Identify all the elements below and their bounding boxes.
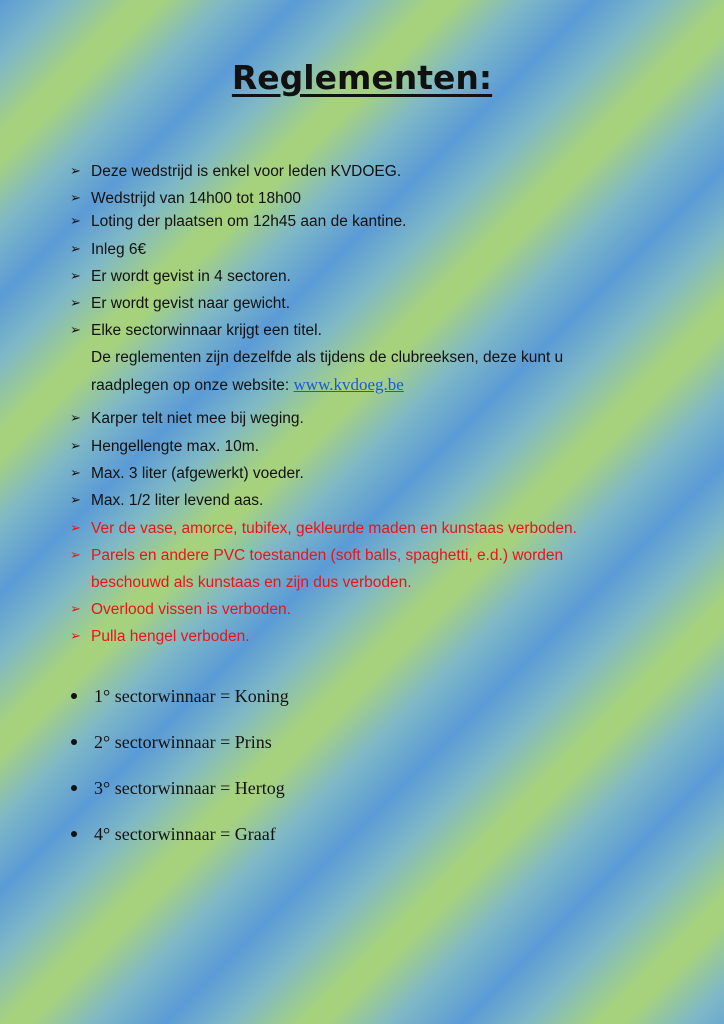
- rule-item: Hengellengte max. 10m.: [91, 438, 260, 455]
- arrow-bullet-icon: ➢: [70, 629, 81, 644]
- rule-item: Karper telt niet mee bij weging.: [91, 410, 304, 427]
- title-item: [71, 823, 276, 845]
- rule-item: Max. 1/2 liter levend aas.: [91, 492, 264, 509]
- title-item: [71, 777, 285, 799]
- arrow-bullet-icon: ➢: [70, 411, 81, 426]
- rule-item: Overlood vissen is verboden.: [91, 601, 291, 618]
- website-link[interactable]: www.kvdoeg.be: [293, 375, 404, 394]
- rule-item: Parels en andere PVC toestanden (soft balls, spaghetti, e.d.) worden: [91, 547, 564, 564]
- title-item: [71, 685, 289, 707]
- arrow-bullet-icon: ➢: [70, 466, 81, 481]
- rule-item: Elke sectorwinnaar krijgt een titel.: [91, 322, 322, 339]
- rule-item: Ver de vase, amorce, tubifex, gekleurde maden en kunstaas verboden.: [91, 520, 577, 537]
- info-paragraph-prefix: raadplegen op onze website:: [91, 377, 294, 394]
- title-item-text: 1° sectorwinnaar = Koning: [94, 686, 289, 706]
- arrow-bullet-icon: ➢: [70, 323, 81, 338]
- rule-item: Wedstrijd van 14h00 tot 18h00: [91, 190, 301, 207]
- rule-item: Er wordt gevist naar gewicht.: [91, 295, 291, 312]
- arrow-bullet-icon: ➢: [70, 521, 81, 536]
- dot-bullet-icon: [71, 831, 77, 837]
- dot-bullet-icon: [71, 785, 77, 791]
- arrow-bullet-icon: ➢: [70, 493, 81, 508]
- page-title-text: Reglementen:: [231, 58, 493, 97]
- title-item-text: 4° sectorwinnaar = Graaf: [94, 824, 276, 844]
- arrow-bullet-icon: ➢: [70, 164, 81, 179]
- rule-item: Er wordt gevist in 4 sectoren.: [91, 268, 291, 285]
- info-paragraph-line: De reglementen zijn dezelfde als tijdens de clubreeksen, deze kunt u: [91, 349, 564, 366]
- arrow-bullet-icon: ➢: [70, 602, 81, 617]
- dot-bullet-icon: [71, 693, 77, 699]
- arrow-bullet-icon: ➢: [70, 269, 81, 284]
- rule-item: Deze wedstrijd is enkel voor leden KVDOEG.: [91, 163, 402, 180]
- title-item-text: 3° sectorwinnaar = Hertog: [94, 778, 285, 798]
- arrow-bullet-icon: ➢: [70, 439, 81, 454]
- dot-bullet-icon: [71, 739, 77, 745]
- rule-item: Inleg 6€: [91, 241, 147, 258]
- title-item-text: 2° sectorwinnaar = Prins: [94, 732, 272, 752]
- arrow-bullet-icon: ➢: [70, 242, 81, 257]
- arrow-bullet-icon: ➢: [70, 191, 81, 206]
- rule-item: Pulla hengel verboden.: [91, 628, 250, 645]
- arrow-bullet-icon: ➢: [70, 214, 81, 229]
- rule-item: Loting der plaatsen om 12h45 aan de kantine.: [91, 213, 407, 230]
- arrow-bullet-icon: ➢: [70, 296, 81, 311]
- rule-item: Max. 3 liter (afgewerkt) voeder.: [91, 465, 304, 482]
- title-item: [71, 731, 272, 753]
- rule-item-continuation: beschouwd als kunstaas en zijn dus verboden.: [91, 574, 412, 591]
- arrow-bullet-icon: ➢: [70, 548, 81, 563]
- info-paragraph-line: [91, 375, 404, 396]
